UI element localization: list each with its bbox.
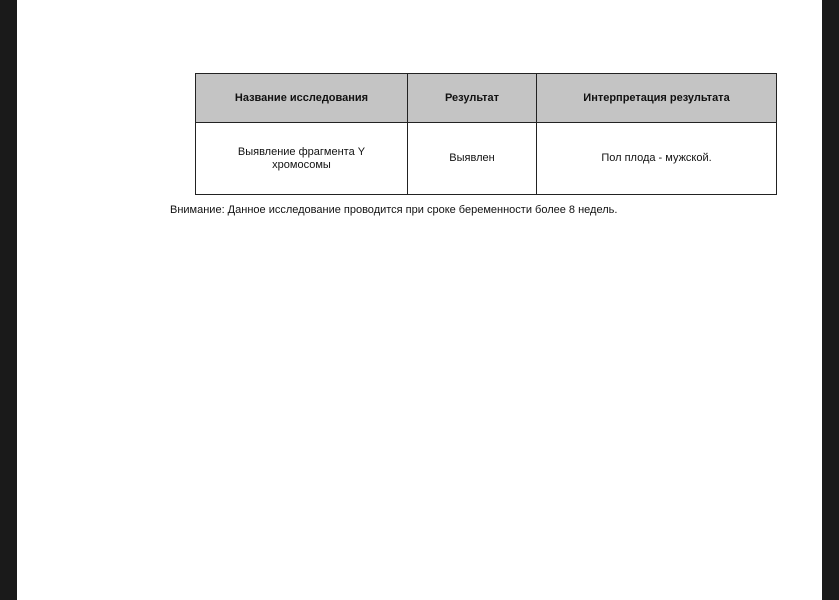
header-test-name: Название исследования — [196, 74, 408, 123]
warning-note: Внимание: Данное исследование проводится при сроке беременности более 8 недель. — [170, 204, 618, 216]
cell-interpretation: Пол плода - мужской. — [537, 123, 777, 195]
header-result: Результат — [408, 74, 537, 123]
header-interpretation: Интерпретация результата — [537, 74, 777, 123]
test-name-text: Выявление фрагмента Y хромосомы — [237, 145, 366, 171]
document-page — [17, 0, 822, 600]
table-row — [196, 123, 777, 195]
table-header-row — [196, 74, 777, 123]
cell-result: Выявлен — [408, 123, 537, 195]
results-table — [195, 73, 777, 195]
cell-test-name — [196, 123, 408, 195]
